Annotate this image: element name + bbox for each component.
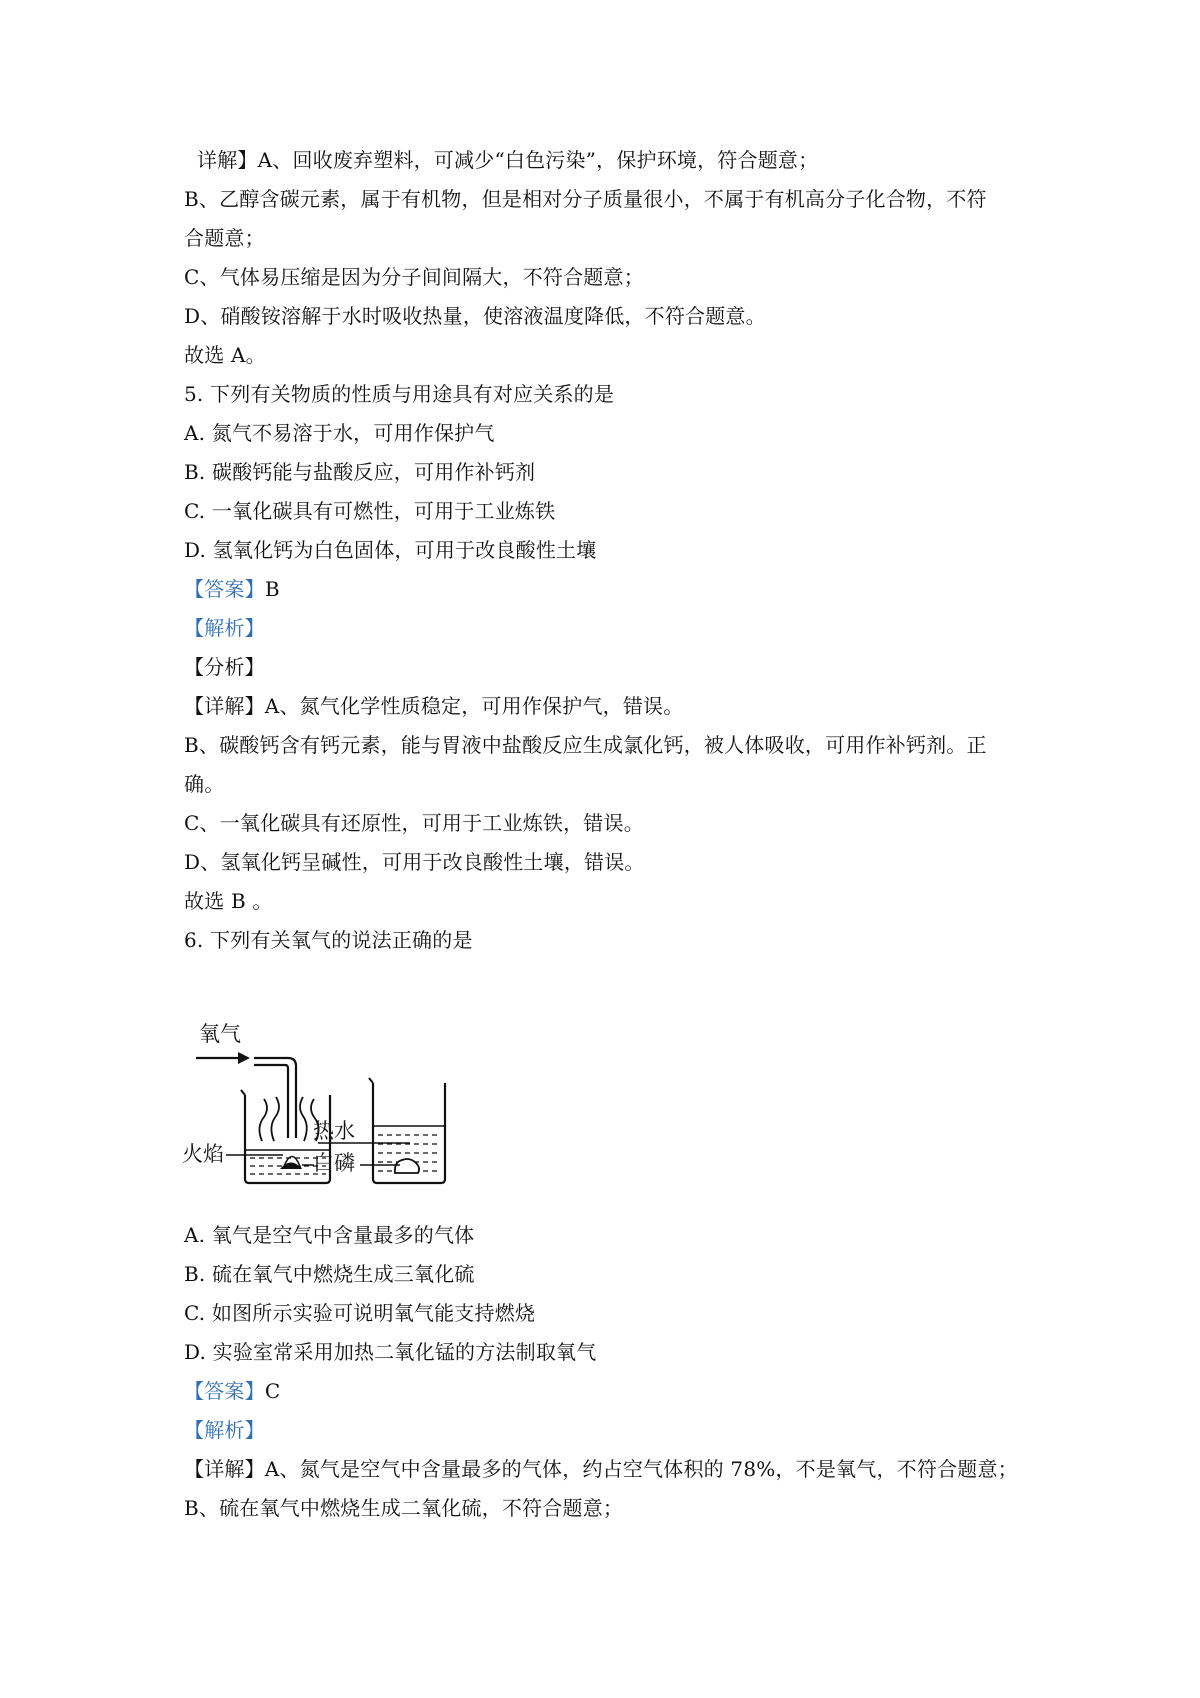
text-line: 【详解】A、氮气化学性质稳定，可用作保护气，错误。 (184, 694, 684, 718)
text-line: D、氢氧化钙呈碱性，可用于改良酸性土壤，错误。 (184, 850, 645, 874)
q6-answer-line (184, 1377, 280, 1405)
text-line: C、一氧化碳具有还原性，可用于工业炼铁，错误。 (184, 811, 644, 835)
arrow-icon (238, 1052, 250, 1064)
q6-option-c: C. 如图所示实验可说明氧气能支持燃烧 (184, 1301, 536, 1325)
q6-option-b: B. 硫在氧气中燃烧生成三氧化硫 (184, 1262, 475, 1286)
text-line: 详解】A、回收废弃塑料，可减少“白色污染”，保护环境，符合题意； (197, 148, 819, 172)
experiment-diagram (182, 1013, 518, 1193)
hot-water-label: 热水 (313, 1119, 355, 1143)
white-phosphorus-right (395, 1159, 419, 1173)
fenxi-label: 【分析】 (184, 655, 265, 679)
white-phosphorus-label: 白磷 (313, 1151, 355, 1175)
question-6-stem: 6. 下列有关氧气的说法正确的是 (184, 928, 473, 952)
q5-option-a: A. 氮气不易溶于水，可用作保护气 (184, 421, 495, 445)
text-line: 故选 B 。 (184, 889, 273, 913)
flame-label: 火焰 (182, 1142, 224, 1166)
answer-value: B (264, 577, 280, 601)
text-line: 合题意； (184, 226, 265, 250)
q5-option-d: D. 氢氧化钙为白色固体，可用于改良酸性土壤 (184, 538, 597, 562)
analysis-label: 【解析】 (184, 616, 265, 640)
text-line: 故选 A。 (184, 343, 266, 367)
text-line: D、硝酸铵溶解于水时吸收热量，使溶液温度降低，不符合题意。 (184, 304, 766, 328)
analysis-label: 【解析】 (184, 1418, 265, 1442)
answer-label: 【答案】 (184, 1379, 265, 1403)
text-line: C、气体易压缩是因为分子间间隔大，不符合题意； (184, 265, 644, 289)
answer-value: C (264, 1379, 281, 1403)
q5-answer-line (184, 575, 280, 603)
text-line: B、硫在氧气中燃烧生成二氧化硫，不符合题意； (184, 1496, 624, 1520)
text-line: 确。 (184, 772, 225, 796)
q6-option-d: D. 实验室常采用加热二氧化锰的方法制取氧气 (184, 1340, 597, 1364)
oxygen-label: 氧气 (199, 1022, 241, 1046)
q6-option-a: A. 氧气是空气中含量最多的气体 (184, 1223, 475, 1247)
text-line: 【详解】A、氮气是空气中含量最多的气体，约占空气体积的 78%，不是氧气，不符合题意； (184, 1457, 1018, 1481)
text-line: B、乙醇含碳元素，属于有机物，但是相对分子质量很小，不属于有机高分子化合物，不符 (184, 187, 987, 211)
question-5-stem: 5. 下列有关物质的性质与用途具有对应关系的是 (184, 382, 615, 406)
q5-option-c: C. 一氧化碳具有可燃性，可用于工业炼铁 (184, 499, 556, 523)
q5-option-b: B. 碳酸钙能与盐酸反应，可用作补钙剂 (184, 460, 536, 484)
answer-label: 【答案】 (184, 577, 265, 601)
text-line: B、碳酸钙含有钙元素，能与胃液中盐酸反应生成氯化钙，被人体吸收，可用作补钙剂。正 (184, 733, 987, 757)
